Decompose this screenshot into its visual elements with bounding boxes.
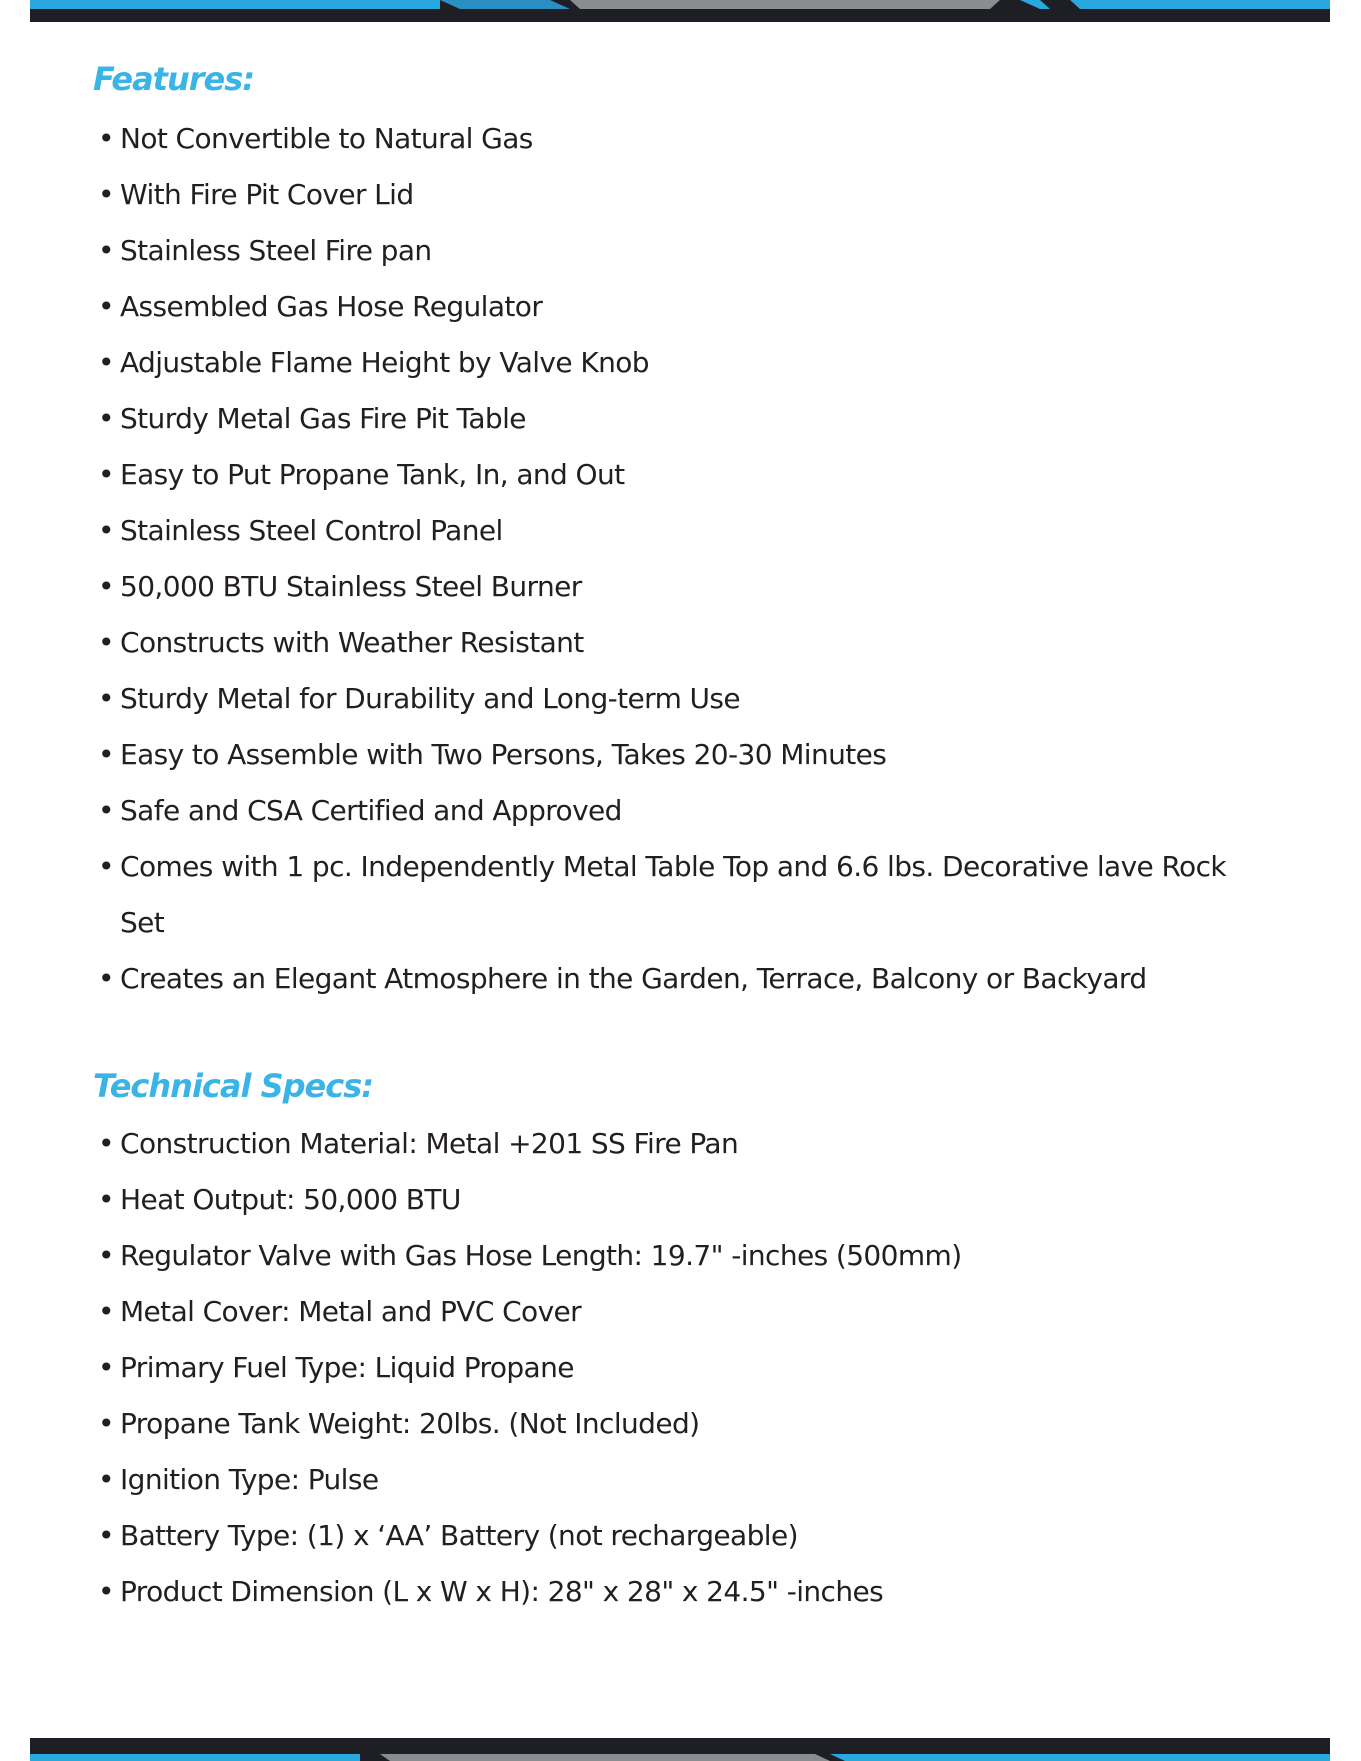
list-item bbox=[98, 1284, 1278, 1340]
list-item bbox=[98, 279, 1278, 335]
bullet-icon: • bbox=[98, 402, 114, 435]
bullet-icon: • bbox=[98, 962, 114, 995]
list-item-text: Comes with 1 pc. Independently Metal Table Top and 6.6 lbs. Decorative lave Rock Set bbox=[120, 850, 1227, 939]
bullet-icon: • bbox=[98, 1519, 114, 1552]
list-item bbox=[98, 727, 1278, 783]
header-band-graphic bbox=[30, 0, 1330, 22]
bullet-icon: • bbox=[98, 1407, 114, 1440]
list-item bbox=[98, 111, 1278, 167]
list-item bbox=[98, 391, 1278, 447]
list-item-text: Battery Type: (1) x ‘AA’ Battery (not rechargeable) bbox=[120, 1519, 798, 1552]
bullet-icon: • bbox=[98, 290, 114, 323]
list-item bbox=[98, 951, 1278, 1007]
list-item bbox=[98, 1452, 1278, 1508]
list-item bbox=[98, 447, 1278, 503]
bullet-icon: • bbox=[98, 178, 114, 211]
list-item bbox=[98, 335, 1278, 391]
list-item-text: Construction Material: Metal +201 SS Fire Pan bbox=[120, 1127, 739, 1160]
list-item-text: Constructs with Weather Resistant bbox=[120, 626, 584, 659]
list-item bbox=[98, 671, 1278, 727]
list-item bbox=[98, 559, 1278, 615]
bullet-icon: • bbox=[98, 1351, 114, 1384]
list-item-text: Metal Cover: Metal and PVC Cover bbox=[120, 1295, 582, 1328]
footer-decorative-band bbox=[30, 1738, 1330, 1761]
list-item-text: Not Convertible to Natural Gas bbox=[120, 122, 533, 155]
bullet-icon: • bbox=[98, 850, 114, 883]
list-item-text: Stainless Steel Fire pan bbox=[120, 234, 432, 267]
list-item bbox=[98, 1340, 1278, 1396]
list-item-text: With Fire Pit Cover Lid bbox=[120, 178, 414, 211]
list-item-text: Safe and CSA Certified and Approved bbox=[120, 794, 622, 827]
list-item bbox=[98, 1116, 1278, 1172]
list-item-text: 50,000 BTU Stainless Steel Burner bbox=[120, 570, 582, 603]
bullet-icon: • bbox=[98, 122, 114, 155]
footer-band-graphic bbox=[30, 1738, 1330, 1761]
list-item-text: Product Dimension (L x W x H): 28" x 28" x 24.5" -inches bbox=[120, 1575, 884, 1608]
list-item-text: Sturdy Metal for Durability and Long-term Use bbox=[120, 682, 741, 715]
features-list bbox=[98, 111, 1278, 1007]
list-item bbox=[98, 1172, 1278, 1228]
bullet-icon: • bbox=[98, 1239, 114, 1272]
list-item-text: Assembled Gas Hose Regulator bbox=[120, 290, 543, 323]
list-item-text: Adjustable Flame Height by Valve Knob bbox=[120, 346, 649, 379]
features-heading: Features: bbox=[93, 60, 255, 98]
technical-specs-list bbox=[98, 1116, 1278, 1620]
bullet-icon: • bbox=[98, 1295, 114, 1328]
bullet-icon: • bbox=[98, 346, 114, 379]
list-item bbox=[98, 1564, 1278, 1620]
bullet-icon: • bbox=[98, 1575, 114, 1608]
list-item bbox=[98, 1396, 1278, 1452]
bullet-icon: • bbox=[98, 458, 114, 491]
bullet-icon: • bbox=[98, 1463, 114, 1496]
list-item bbox=[98, 615, 1278, 671]
list-item-text: Propane Tank Weight: 20lbs. (Not Included) bbox=[120, 1407, 700, 1440]
bullet-icon: • bbox=[98, 1127, 114, 1160]
list-item-text: Creates an Elegant Atmosphere in the Garden, Terrace, Balcony or Backyard bbox=[120, 962, 1147, 995]
list-item-text: Primary Fuel Type: Liquid Propane bbox=[120, 1351, 574, 1384]
list-item-text: Regulator Valve with Gas Hose Length: 19.7" -inches (500mm) bbox=[120, 1239, 962, 1272]
bullet-icon: • bbox=[98, 1183, 114, 1216]
bullet-icon: • bbox=[98, 738, 114, 771]
list-item bbox=[98, 839, 1250, 951]
technical-specs-heading: Technical Specs: bbox=[93, 1067, 374, 1105]
list-item bbox=[98, 223, 1278, 279]
list-item bbox=[98, 1228, 1278, 1284]
bullet-icon: • bbox=[98, 626, 114, 659]
list-item-text: Heat Output: 50,000 BTU bbox=[120, 1183, 461, 1216]
bullet-icon: • bbox=[98, 514, 114, 547]
list-item bbox=[98, 167, 1278, 223]
list-item bbox=[98, 503, 1278, 559]
list-item-text: Easy to Put Propane Tank, In, and Out bbox=[120, 458, 625, 491]
list-item-text: Sturdy Metal Gas Fire Pit Table bbox=[120, 402, 526, 435]
list-item-text: Easy to Assemble with Two Persons, Takes 20-30 Minutes bbox=[120, 738, 887, 771]
bullet-icon: • bbox=[98, 682, 114, 715]
header-decorative-band bbox=[30, 0, 1330, 22]
list-item bbox=[98, 783, 1278, 839]
list-item bbox=[98, 1508, 1278, 1564]
bullet-icon: • bbox=[98, 794, 114, 827]
list-item-text: Stainless Steel Control Panel bbox=[120, 514, 503, 547]
bullet-icon: • bbox=[98, 570, 114, 603]
list-item-text: Ignition Type: Pulse bbox=[120, 1463, 379, 1496]
bullet-icon: • bbox=[98, 234, 114, 267]
